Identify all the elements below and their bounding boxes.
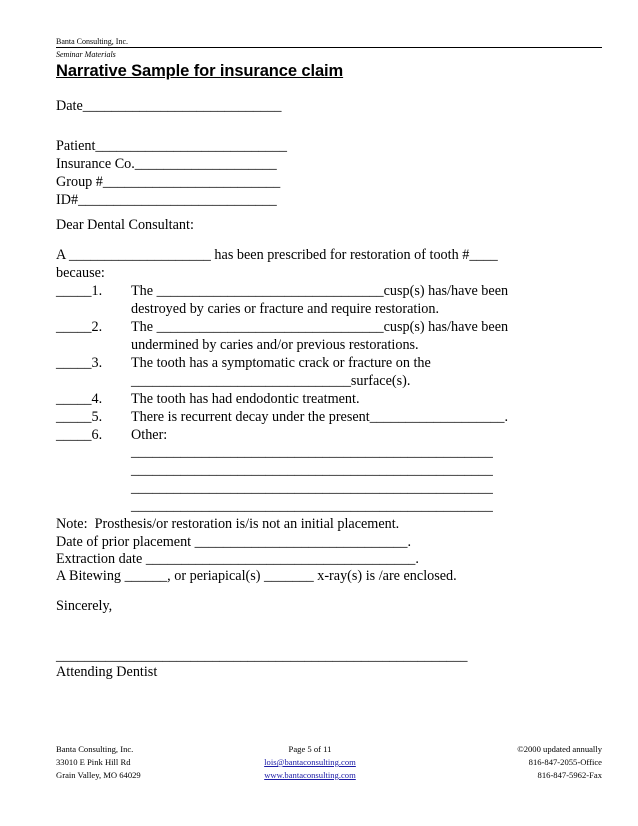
item-3-number: _____3. [56,355,103,371]
footer-copyright: ©2000 updated annually [517,744,602,754]
group-field: Group #_________________________ [56,174,281,190]
prior-placement-field: Date of prior placement ______________________________. [56,534,412,550]
header-subtitle: Seminar Materials [56,50,116,59]
patient-field: Patient___________________________ [56,138,287,154]
item-4-line1: The tooth has had endodontic treatment. [131,391,360,407]
footer-city: Grain Valley, MO 64029 [56,770,141,780]
item-1-line1: The ________________________________cusp(s) has/have been [131,283,509,299]
email-link[interactable]: lois@bantaconsulting.com [264,757,356,767]
header-divider [56,47,602,48]
salutation: Dear Dental Consultant: [56,217,194,233]
other-blank-line-4: ___________________________________________________ [131,498,493,514]
insurance-field: Insurance Co.____________________ [56,156,277,172]
note-line: Note: Prosthesis/or restoration is/is not an initial placement. [56,516,400,532]
extraction-date-field: Extraction date ______________________________________. [56,551,419,567]
closing: Sincerely, [56,598,113,614]
item-2-line1: The ________________________________cusp(s) has/have been [131,319,509,335]
item-2-number: _____2. [56,319,103,335]
date-field: Date____________________________ [56,98,282,114]
item-6-number: _____6. [56,427,103,443]
item-4-number: _____4. [56,391,103,407]
header-company: Banta Consulting, Inc. [56,37,128,46]
website-link[interactable]: www.bantaconsulting.com [264,770,356,780]
item-5-number: _____5. [56,409,103,425]
item-3-line2: _______________________________surface(s). [131,373,411,389]
footer-email-wrap [200,758,420,767]
intro-line: A ____________________ has been prescribed for restoration of tooth #____ [56,247,498,263]
item-5-line1: There is recurrent decay under the present___________________. [131,409,509,425]
other-blank-line-3: ___________________________________________________ [131,480,493,496]
page-title: Narrative Sample for insurance claim [56,62,344,80]
item-6-line1: Other: [131,427,168,443]
item-2-line2: undermined by caries and/or previous restorations. [131,337,419,353]
footer-website-wrap [200,771,420,780]
footer-phone-fax: 816-847-5962-Fax [537,770,602,780]
signer-title: Attending Dentist [56,664,158,680]
item-3-line1: The tooth has a symptomatic crack or fracture on the [131,355,431,371]
footer-company: Banta Consulting, Inc. [56,744,134,754]
item-1-line2: destroyed by caries or fracture and require restoration. [131,301,440,317]
item-1-number: _____1. [56,283,103,299]
id-field: ID#____________________________ [56,192,277,208]
page-number: Page 5 of 11 [288,744,332,754]
other-blank-line-1: ___________________________________________________ [131,444,493,460]
footer-phone-office: 816-847-2055-Office [528,757,602,767]
other-blank-line-2: ___________________________________________________ [131,462,493,478]
bitewing-line: A Bitewing ______, or periapical(s) _______ x-ray(s) is /are enclosed. [56,568,457,584]
because-label: because: [56,265,105,281]
signature-line: __________________________________________________________ [56,648,468,664]
footer-address: 33010 E Pink Hill Rd [56,757,131,767]
